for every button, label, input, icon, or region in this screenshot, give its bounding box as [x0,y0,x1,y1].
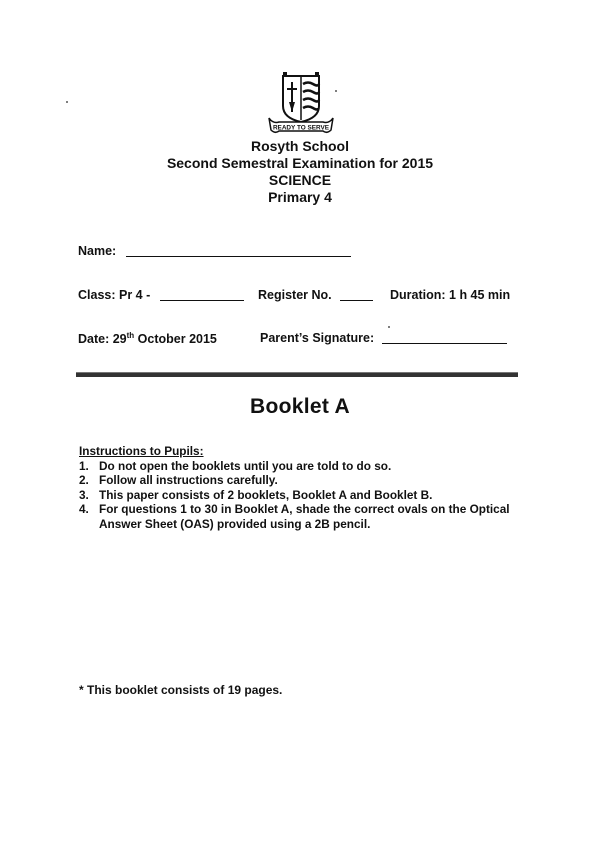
level-title: Primary 4 [268,189,332,205]
register-label: Register No. [258,288,332,302]
instruction-number: 2. [79,473,89,488]
instruction-item [79,473,539,488]
subject-title: SCIENCE [268,172,332,188]
speck [388,326,390,328]
duration-text: Duration: 1 h 45 min [390,288,511,302]
instruction-text: Follow all instructions carefully. [99,473,278,488]
class-field[interactable] [160,290,244,301]
instruction-item [79,459,539,474]
section-divider [76,372,518,377]
instructions-list [79,459,539,532]
instruction-number: 3. [79,487,89,502]
instruction-text: For questions 1 to 30 in Booklet A, shade the correct ovals on the Optical Answer Sheet (OAS) provided using a 2B pencil. [99,502,510,531]
school-crest-logo [263,72,339,134]
instruction-item [79,502,539,531]
name-field[interactable] [126,246,351,257]
instructions-title: Instructions to Pupils: [79,444,204,458]
date-rest: October 2015 [134,332,217,347]
speck [66,101,68,103]
school-name: Rosyth School [250,138,349,154]
instruction-number: 4. [79,502,89,517]
date-label: Date: 29 [78,332,127,347]
date-ordinal: th [126,331,135,340]
parent-signature-field[interactable] [382,333,507,344]
page-count-note: * This booklet consists of 19 pages. [79,683,283,697]
parent-signature-label: Parent’s Signature: [260,331,375,345]
class-label: Class: Pr 4 - [78,288,151,302]
instructions [79,444,539,532]
name-row [78,244,116,258]
exam-title: Second Semestral Examination for 2015 [166,155,434,171]
register-field[interactable] [340,290,373,301]
instruction-number: 1. [79,458,89,473]
instruction-text: This paper consists of 2 booklets, Booklet A and Booklet B. [99,487,433,502]
booklet-title: Booklet A [250,395,350,418]
name-label: Name: [78,244,117,258]
instruction-item [79,488,539,503]
date-text [78,331,217,346]
speck [335,90,337,92]
crest-motto: READY TO SERVE [272,124,330,132]
instruction-text: Do not open the booklets until you are told to do so. [99,458,392,473]
